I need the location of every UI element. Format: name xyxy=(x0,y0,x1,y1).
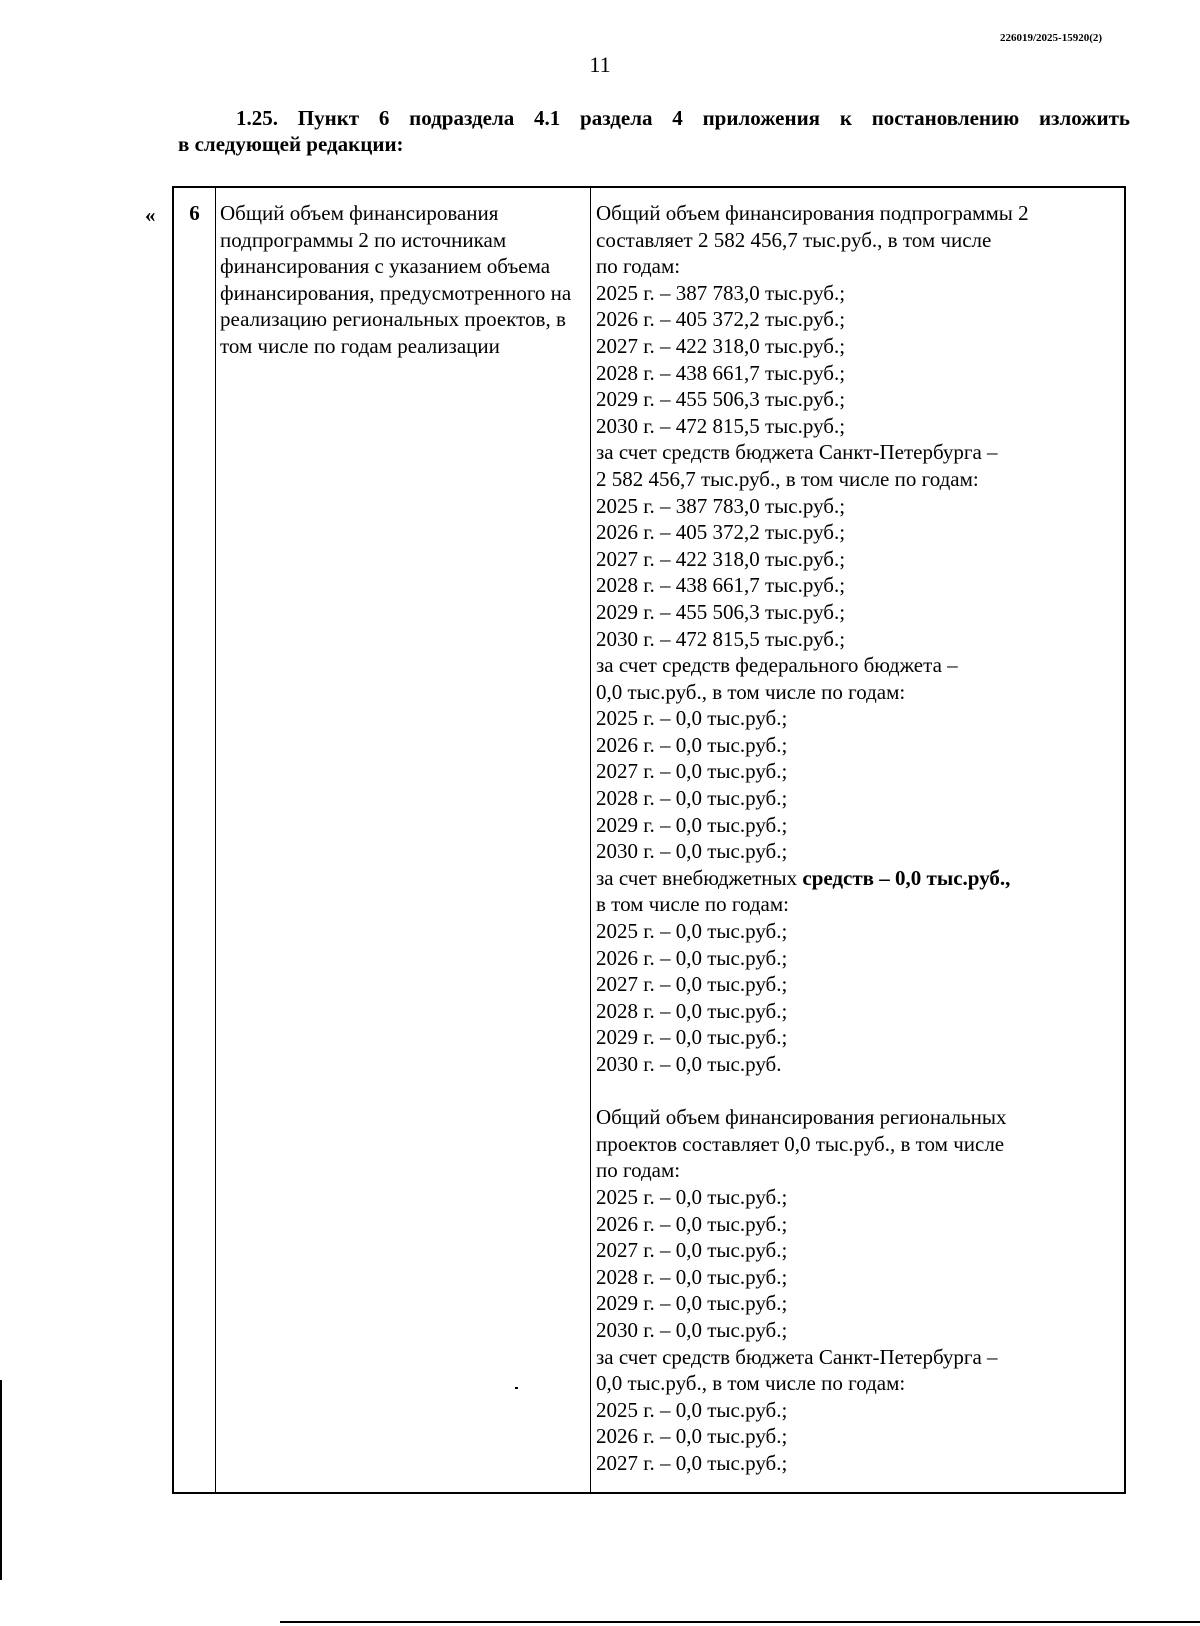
value-line: 2028 г. – 0,0 тыс.руб.; xyxy=(596,998,788,1023)
value-line: 2029 г. – 0,0 тыс.руб.; xyxy=(596,1291,788,1316)
value-line: Общий объем финансирования региональных xyxy=(596,1105,1007,1130)
value-line: 2026 г. – 0,0 тыс.руб.; xyxy=(596,1211,788,1236)
value-line: 2026 г. – 0,0 тыс.руб.; xyxy=(596,945,788,970)
row-description-cell: Общий объем финансирования подпрограммы 2 по источникам финансирования с указанием объема финансирования, предусмотренного на реализацию региональных проектов, в том числе по годам реализации xyxy=(220,201,572,358)
value-line: 2025 г. – 387 783,0 тыс.руб.; xyxy=(596,280,846,305)
value-line: 0,0 тыс.руб., в том числе по годам: xyxy=(596,679,906,704)
value-line: проектов составляет 0,0 тыс.руб., в том числе xyxy=(596,1131,1005,1156)
value-line: Общий объем финансирования подпрограммы 2 xyxy=(596,201,1029,225)
value-line: 2030 г. – 472 815,5 тыс.руб.; xyxy=(596,626,846,651)
value-blank-line xyxy=(596,1078,1122,1105)
row-number-cell: 6 xyxy=(189,201,200,225)
value-line: 2029 г. – 455 506,3 тыс.руб.; xyxy=(596,387,846,412)
document-id: 226019/2025-15920(2) xyxy=(1000,32,1103,44)
value-line: 0,0 тыс.руб., в том числе по годам: xyxy=(596,1371,906,1396)
page-number: 11 xyxy=(589,52,611,77)
value-line: 2027 г. – 0,0 тыс.руб.; xyxy=(596,1450,788,1475)
value-line: 2029 г. – 0,0 тыс.руб.; xyxy=(596,1025,788,1050)
opening-quote-mark: « xyxy=(145,203,156,227)
value-line: 2030 г. – 472 815,5 тыс.руб.; xyxy=(596,413,846,438)
value-line: за счет средств федерального бюджета – xyxy=(596,653,958,678)
value-line: 2028 г. – 0,0 тыс.руб.; xyxy=(596,1264,788,1289)
value-line: 2027 г. – 422 318,0 тыс.руб.; xyxy=(596,546,846,571)
value-line: 2029 г. – 455 506,3 тыс.руб.; xyxy=(596,599,846,624)
intro-line-1: 1.25. Пункт 6 подраздела 4.1 раздела 4 приложения к постановлению изложить xyxy=(236,106,1130,130)
value-line: 2027 г. – 0,0 тыс.руб.; xyxy=(596,972,788,997)
value-line: 2027 г. – 0,0 тыс.руб.; xyxy=(596,1238,788,1263)
value-line: 2025 г. – 0,0 тыс.руб.; xyxy=(596,1184,788,1209)
value-line: в том числе по годам: xyxy=(596,892,789,917)
value-line: за счет средств бюджета Санкт-Петербурга – xyxy=(596,440,998,465)
value-line: 2030 г. – 0,0 тыс.руб. xyxy=(596,1052,782,1076)
value-line: по годам: xyxy=(596,1158,681,1183)
value-line: 2025 г. – 0,0 тыс.руб.; xyxy=(596,919,788,944)
row-values-cell xyxy=(596,200,1122,1477)
value-line: 2027 г. – 0,0 тыс.руб.; xyxy=(596,759,788,784)
scan-edge-mark xyxy=(280,1621,1200,1623)
intro-paragraph xyxy=(178,105,1130,157)
value-line: 2025 г. – 0,0 тыс.руб.; xyxy=(596,706,788,731)
value-line: 2027 г. – 422 318,0 тыс.руб.; xyxy=(596,333,846,358)
value-line: 2025 г. – 0,0 тыс.руб.; xyxy=(596,1397,788,1422)
value-line: по годам: xyxy=(596,254,681,279)
value-line: 2 582 456,7 тыс.руб., в том числе по годам: xyxy=(596,466,979,491)
column-divider xyxy=(215,188,216,1492)
value-line: за счет средств бюджета Санкт-Петербурга – xyxy=(596,1344,998,1369)
value-line: 2025 г. – 387 783,0 тыс.руб.; xyxy=(596,493,846,518)
value-line: 2026 г. – 405 372,2 тыс.руб.; xyxy=(596,520,846,545)
value-line: 2026 г. – 0,0 тыс.руб.; xyxy=(596,732,788,757)
value-line: 2028 г. – 438 661,7 тыс.руб.; xyxy=(596,573,846,598)
value-line: за счет внебюджетных средств – 0,0 тыс.руб., xyxy=(596,865,1011,890)
financing-table xyxy=(172,186,1126,1494)
scan-edge-mark xyxy=(0,1380,2,1580)
value-line: 2028 г. – 438 661,7 тыс.руб.; xyxy=(596,360,846,385)
value-line: 2030 г. – 0,0 тыс.руб.; xyxy=(596,1317,788,1342)
value-line: 2028 г. – 0,0 тыс.руб.; xyxy=(596,786,788,811)
value-line: составляет 2 582 456,7 тыс.руб., в том числе xyxy=(596,227,992,252)
value-line: 2030 г. – 0,0 тыс.руб.; xyxy=(596,839,788,864)
value-line: 2029 г. – 0,0 тыс.руб.; xyxy=(596,812,788,837)
intro-line-2: в следующей редакции: xyxy=(178,132,404,156)
scan-speck xyxy=(515,1387,518,1389)
value-line: 2026 г. – 405 372,2 тыс.руб.; xyxy=(596,307,846,332)
value-line: 2026 г. – 0,0 тыс.руб.; xyxy=(596,1424,788,1449)
column-divider xyxy=(590,188,591,1492)
